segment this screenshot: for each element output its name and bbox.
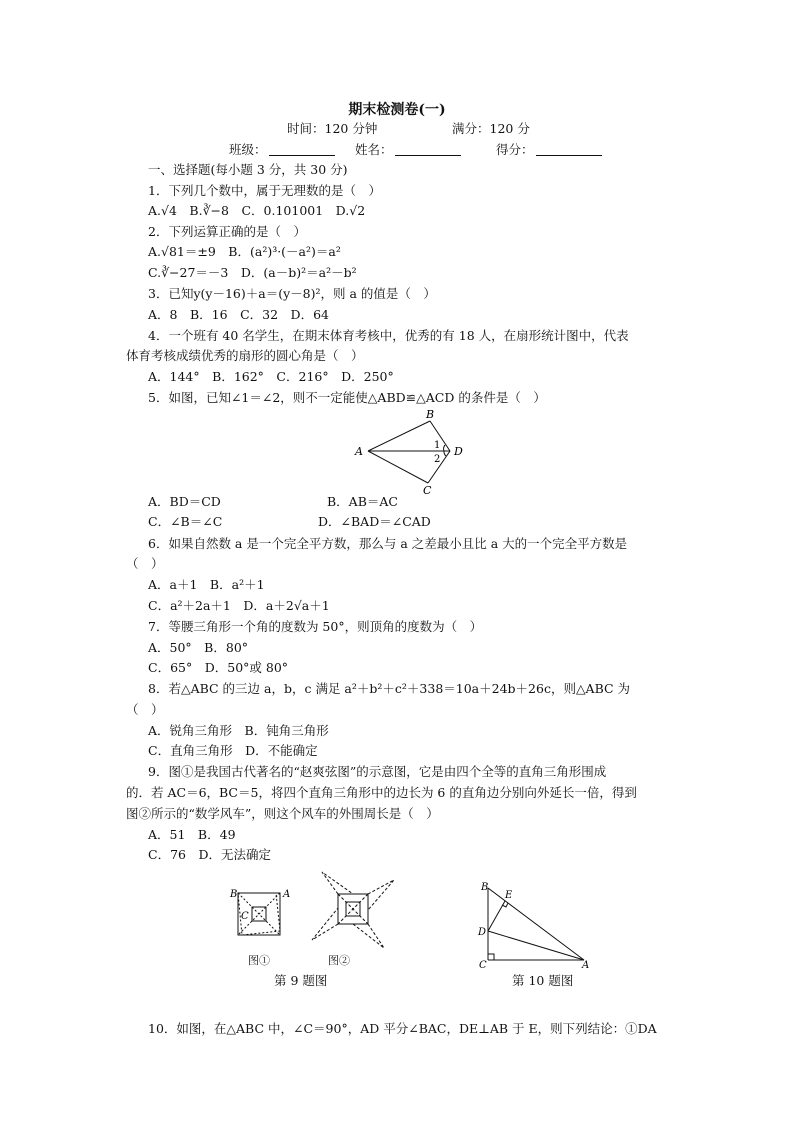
q9-stem-1: 9．图①是我国古代著名的“赵爽弦图”的示意图，它是由四个全等的直角三角形围成 [148,764,607,779]
name-field [355,142,461,158]
q10-label-e: E [505,890,513,901]
q7-options-1: A．50° B．80° [148,640,249,655]
class-field [229,142,335,158]
q10-line-ab [488,888,584,960]
q6-options-1: A．a＋1 B．a²＋1 [148,577,265,592]
q9-fig2-blade-1 [322,872,353,894]
q2-stem: 2．下列运算正确的是（ ） [148,224,306,239]
q7-options-2: C．65° D．50°或 80° [148,660,289,675]
q4-stem-1: 4．一个班有 40 名学生，在期末体育考核中，优秀的有 18 人，在扇形统计图中，代表 [148,328,629,343]
q5-line-ac [368,451,428,483]
q9-fig1-label-a: A [283,889,291,900]
q9-fig2-blade-4 [312,908,338,940]
q10-stem: 10．如图，在△ABC 中，∠C＝90°，AD 平分∠BAC，DE⊥AB 于 E，则下列结论：①DA [148,1021,657,1036]
q9-fig2-blade-3 [353,924,384,948]
q5-option-c: C．∠B＝∠C [148,514,223,529]
q5-label-b: B [426,408,435,421]
q4-options: A．144° B．162° C．216° D．250° [148,369,394,384]
q3-stem: 3．已知y(y－16)＋a＝(y－8)²，则 a 的值是（ ） [148,286,436,301]
q5-label-d: D [454,445,463,458]
q5-figure [350,405,480,495]
q8-options-2: C．直角三角形 D．不能确定 [148,743,318,758]
q2-options-2: C.∛−27＝－3 D．(a－b)²＝a²－b² [148,265,357,280]
q5-label-1: 1 [434,440,441,451]
q10-label-d: D [478,927,487,938]
q1-stem: 1．下列几个数中，属于无理数的是（ ） [148,183,381,198]
q5-angle-arc-1 [444,445,445,451]
name-label: 姓名： [355,142,393,157]
q5-line-ab [368,421,430,451]
q7-stem: 7．等腰三角形一个角的度数为 50°，则顶角的度数为（ ） [148,619,483,634]
q8-stem-1: 8．若△ABC 的三边 a，b，c 满足 a²＋b²＋c²＋338＝10a＋24b＋26c，则△ABC 为 [148,681,631,696]
score-label: 得分： [496,142,534,157]
exam-full-score: 满分：120 分 [452,121,530,136]
q8-stem-2: （ ） [126,702,164,717]
q1-options: A.√4 B.∛−8 C．0.101001 D.√2 [148,203,366,218]
q4-stem-2: 体育考核成绩优秀的扇形的圆心角是（ ） [126,348,364,363]
q9-fig1-label-c: C [241,911,249,922]
q5-angle-arc-2 [444,451,446,456]
class-label: 班级： [229,142,267,157]
q6-stem-2: （ ） [126,556,164,571]
q5-option-b: B．AB＝AC [327,494,398,509]
name-blank [395,143,461,156]
q5-label-c: C [423,484,432,495]
q9-stem-2: 的．若 AC＝6，BC＝5，将四个直角三角形中的边长为 6 的直角边分别向外延长一倍，得到 [126,785,637,800]
q10-figure [474,880,594,970]
q9-fig2-blade-2 [368,880,394,910]
q5-option-d: D．∠BAD＝∠CAD [318,514,431,529]
q5-label-a: A [355,445,363,458]
q3-options: A．8 B．16 C．32 D．64 [148,307,329,322]
q8-options-1: A．锐角三角形 B．钝角三角形 [148,723,329,738]
q9-fig1-label-b: B [230,889,238,900]
q2-options-1: A.√81＝±9 B．(a²)³·(－a²)＝a² [148,244,341,259]
score-field [496,142,602,158]
q6-options-2: C．a²＋2a＋1 D．a＋2√a＋1 [148,598,330,613]
class-blank [269,143,335,156]
q9-figure-2 [308,870,398,950]
q9-fig1-caption: 图① [248,954,270,967]
q10-label-a: A [582,960,590,970]
score-blank [536,143,602,156]
q9-fig2-caption: 图② [328,954,350,967]
q10-right-angle-c [488,954,494,960]
q10-figure-caption: 第 10 题图 [512,973,574,988]
q10-label-c: C [479,960,487,970]
q10-label-b: B [481,882,489,893]
exam-title: 期末检测卷(一) [348,102,446,118]
q9-stem-3: 图②所示的“数学风车”，则这个风车的外围周长是（ ） [126,806,439,821]
q9-figure-caption: 第 9 题图 [274,973,328,988]
q10-line-ad [488,931,584,960]
q5-label-2: 2 [434,454,441,465]
section-heading: 一、选择题(每小题 3 分，共 30 分) [148,162,348,177]
exam-time: 时间：120 分钟 [287,121,378,136]
q9-options-1: A．51 B．49 [148,827,236,842]
q9-options-2: C．76 D．无法确定 [148,847,271,862]
q5-option-a: A．BD＝CD [148,494,221,509]
q5-stem: 5．如图，已知∠1＝∠2，则不一定能使△ABD≌△ACD 的条件是（ ） [148,390,546,405]
q9-figure-1 [228,885,294,945]
q10-right-angle-e [502,903,508,907]
q6-stem-1: 6．如果自然数 a 是一个完全平方数，那么与 a 之差最小且比 a 大的一个完全平方数是 [148,536,628,551]
